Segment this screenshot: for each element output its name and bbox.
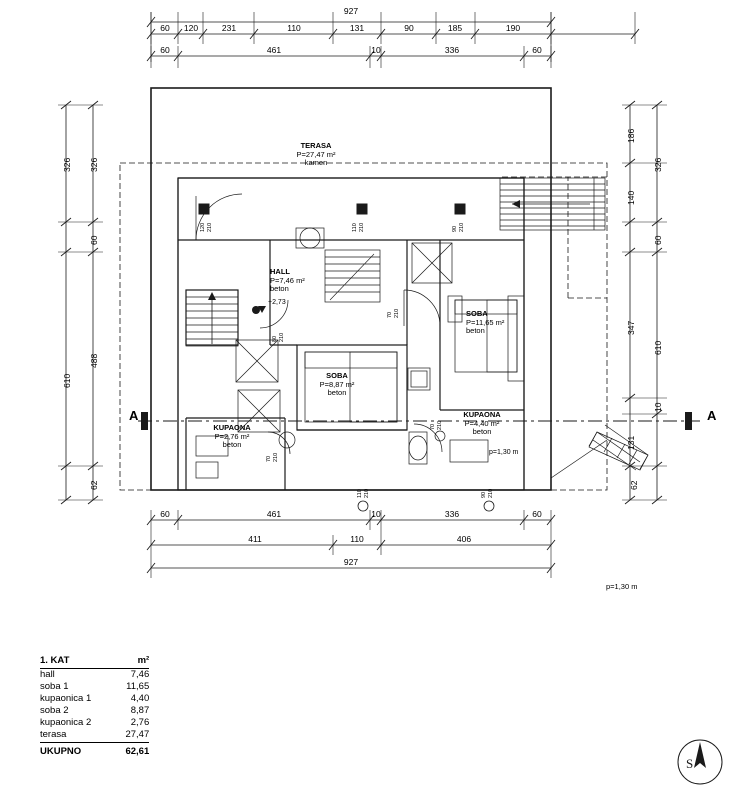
room-kupaona1-finish: beton bbox=[472, 427, 492, 436]
room-kupaona1-area: P=4,40 m² bbox=[464, 418, 500, 428]
area-row-label: soba 1 bbox=[40, 681, 69, 692]
table-row bbox=[40, 729, 149, 743]
area-row-label: kupaonica 1 bbox=[40, 693, 92, 704]
dim-bot2-2: 406 bbox=[456, 534, 472, 544]
area-schedule-title: 1. KAT bbox=[40, 655, 91, 669]
opening-tag-7-h: 210 bbox=[437, 420, 443, 430]
opening-tag-8-h: 210 bbox=[364, 488, 370, 498]
room-kupaona1-name: KUPAONA bbox=[463, 410, 501, 419]
room-soba1-area: P=11,65 m² bbox=[466, 317, 505, 327]
area-row-label: hall bbox=[40, 669, 55, 680]
area-row-value: 4,40 bbox=[130, 693, 150, 704]
room-hall-area: P=7,46 m² bbox=[270, 275, 305, 285]
section-label-left: A bbox=[129, 408, 139, 423]
area-row-label: terasa bbox=[40, 729, 91, 743]
area-schedule-total bbox=[40, 743, 149, 759]
opening-tag-3-w: 90 bbox=[452, 225, 458, 232]
table-row bbox=[40, 717, 149, 729]
dim-top1-3: 110 bbox=[287, 23, 301, 33]
opening-tag-1-w: 120 bbox=[200, 222, 206, 232]
dim-top2-0: 60 bbox=[160, 45, 170, 55]
dim-left-inner-326: 326 bbox=[89, 157, 99, 172]
room-hall bbox=[270, 268, 305, 294]
dim-bottom-total: 927 bbox=[343, 557, 359, 567]
dim-top1-0: 60 bbox=[160, 23, 170, 33]
dim-right2-610: 610 bbox=[653, 340, 663, 355]
dim-bot1-1: 461 bbox=[266, 509, 282, 519]
opening-tag-4-h: 210 bbox=[394, 308, 400, 318]
opening-tag-6-w: 70 bbox=[266, 455, 272, 462]
opening-tag-5-w: 80 bbox=[272, 335, 278, 342]
room-soba-1 bbox=[466, 310, 504, 336]
area-total-value: 62,61 bbox=[125, 746, 150, 757]
elevation-marker: +2,73 bbox=[268, 299, 286, 306]
area-schedule bbox=[40, 655, 149, 758]
room-soba2-area: P=8,87 m² bbox=[319, 379, 355, 389]
dim-right2-62: 62 bbox=[629, 480, 639, 490]
area-row-value: 11,65 bbox=[126, 681, 150, 692]
dim-bot2-0: 411 bbox=[248, 534, 262, 544]
dim-top2-3: 336 bbox=[444, 45, 460, 55]
dim-left-inner-60: 60 bbox=[89, 235, 99, 245]
dim-right2-326: 326 bbox=[653, 157, 663, 172]
dim-right-347: 347 bbox=[626, 320, 636, 335]
dim-top-total: 927 bbox=[343, 6, 359, 16]
dim-top1-6: 185 bbox=[447, 23, 463, 33]
opening-tag-2-w: 110 bbox=[352, 223, 358, 232]
room-kupaona-1 bbox=[463, 411, 500, 437]
area-row-value: 2,76 bbox=[130, 717, 150, 728]
opening-tag-2-h: 210 bbox=[359, 222, 365, 232]
dim-bot1-4: 60 bbox=[532, 509, 542, 519]
dim-top1-2: 231 bbox=[221, 23, 237, 33]
dim-right-131: 131 bbox=[626, 435, 636, 450]
area-total-label: UKUPNO bbox=[40, 746, 82, 757]
opening-tag-9-w: 90 bbox=[481, 491, 487, 498]
dim-bot1-0: 60 bbox=[160, 509, 170, 519]
room-terasa-finish: kamen bbox=[304, 158, 328, 167]
dim-left-inner-488: 488 bbox=[89, 353, 99, 368]
table-row bbox=[40, 693, 149, 705]
dim-right2-60: 60 bbox=[653, 235, 663, 245]
dim-top2-1: 461 bbox=[266, 45, 282, 55]
room-soba-2 bbox=[320, 372, 355, 398]
dim-top1-5: 90 bbox=[404, 23, 414, 33]
room-terasa-area: P=27,47 m² bbox=[296, 149, 336, 159]
room-terasa bbox=[297, 142, 336, 168]
dim-top1-1: 120 bbox=[183, 23, 199, 33]
room-kupaona2-finish: beton bbox=[222, 440, 242, 449]
scale-note: p=1,30 m bbox=[606, 582, 638, 591]
opening-tag-3-h: 210 bbox=[459, 222, 465, 232]
opening-tag-1-h: 210 bbox=[207, 222, 213, 232]
room-hall-name: HALL bbox=[270, 267, 290, 276]
dim-top1-4: 131 bbox=[349, 23, 365, 33]
room-soba1-name: SOBA bbox=[466, 309, 488, 318]
room-soba2-name: SOBA bbox=[326, 371, 348, 380]
room-soba2-finish: beton bbox=[327, 388, 347, 397]
area-row-value: 27,47 bbox=[91, 729, 149, 743]
opening-tag-7-w: 70 bbox=[430, 423, 436, 430]
north-arrow-icon bbox=[678, 740, 722, 784]
area-row-label: kupaonica 2 bbox=[40, 717, 92, 728]
area-row-value: 7,46 bbox=[130, 669, 150, 680]
opening-tag-6-h: 210 bbox=[273, 452, 279, 462]
dim-bot1-2: 10 bbox=[371, 509, 381, 519]
room-kupaona-2 bbox=[213, 424, 250, 450]
dim-right2-10: 10 bbox=[653, 402, 663, 412]
room-terasa-name: TERASA bbox=[300, 141, 332, 150]
dim-top2-4: 60 bbox=[532, 45, 542, 55]
room-hall-finish: beton bbox=[270, 284, 289, 293]
opening-tag-9-h: 210 bbox=[488, 488, 494, 498]
table-row bbox=[40, 681, 149, 693]
dim-right-186: 186 bbox=[626, 128, 636, 143]
opening-tag-4-w: 70 bbox=[387, 311, 393, 318]
dim-left-326: 326 bbox=[62, 157, 72, 172]
area-row-label: soba 2 bbox=[40, 705, 69, 716]
ceiling-height-note: p=1,30 m bbox=[489, 449, 519, 456]
area-row-value: 8,87 bbox=[130, 705, 150, 716]
room-soba1-finish: beton bbox=[466, 326, 485, 335]
area-schedule-unit: m² bbox=[91, 655, 149, 669]
table-row bbox=[40, 705, 149, 717]
dim-left-610: 610 bbox=[62, 373, 72, 388]
dim-top1-7: 190 bbox=[505, 23, 521, 33]
room-kupaona2-area: P=2,76 m² bbox=[214, 431, 250, 441]
section-label-right: A bbox=[707, 408, 717, 423]
dim-bot2-1: 110 bbox=[350, 534, 364, 544]
svg-text:S: S bbox=[686, 756, 694, 771]
table-row bbox=[40, 669, 149, 682]
opening-tag-5-h: 210 bbox=[279, 332, 285, 342]
opening-tag-8-w: 110 bbox=[357, 489, 363, 498]
dim-right-140: 140 bbox=[626, 190, 636, 205]
area-schedule-header bbox=[40, 655, 149, 669]
dim-bot1-3: 336 bbox=[444, 509, 460, 519]
room-kupaona2-name: KUPAONA bbox=[213, 423, 251, 432]
dim-top2-2: 10 bbox=[371, 45, 381, 55]
dim-left-inner-62: 62 bbox=[89, 480, 99, 490]
